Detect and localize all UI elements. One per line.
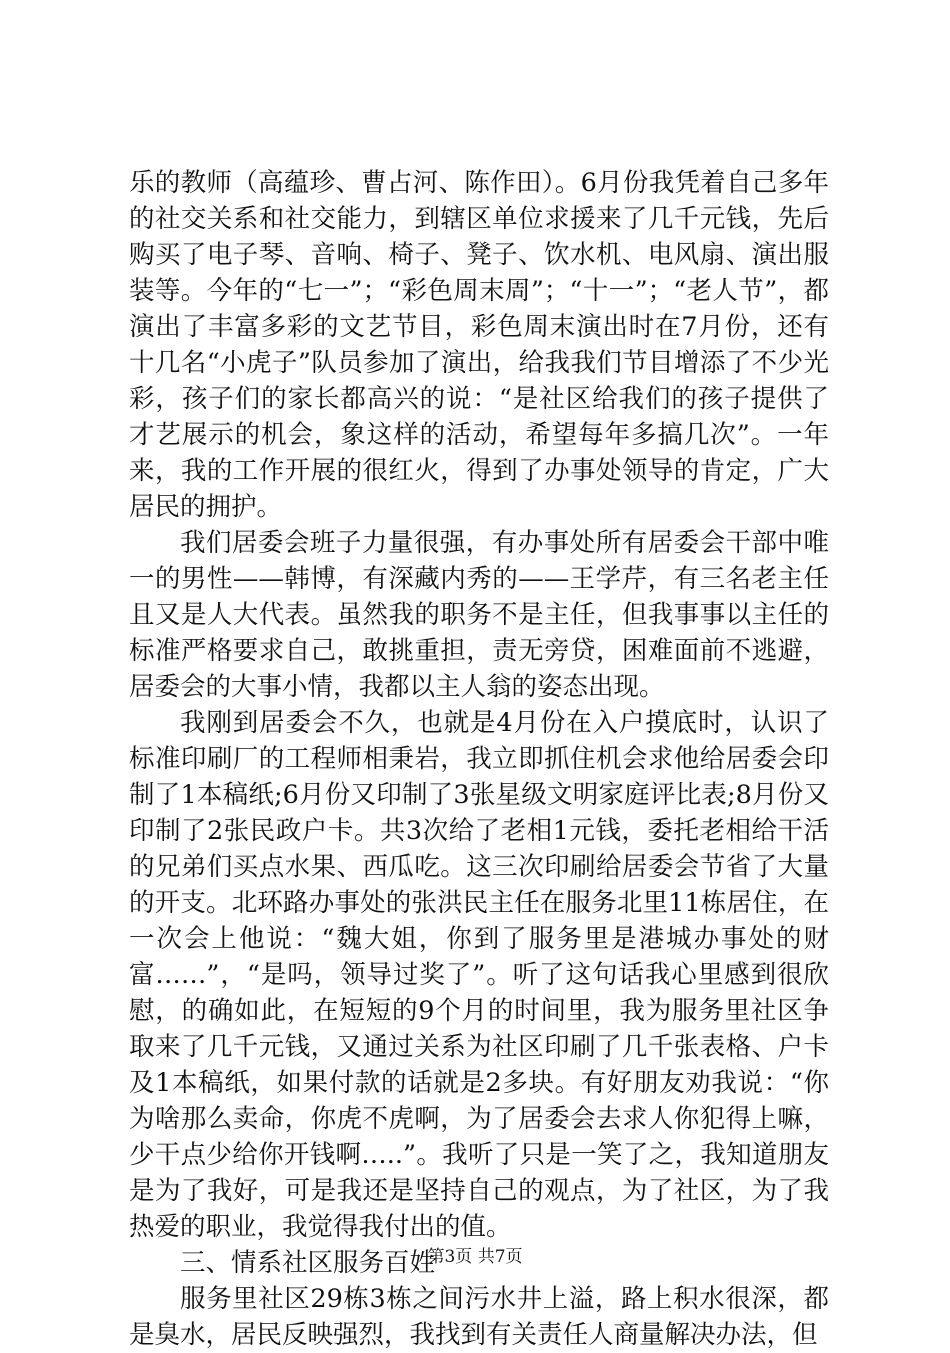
paragraph-1: 乐的教师（高蕴珍、曹占河、陈作田）。6月份我凭着自己多年的社交关系和社交能力，到辖区单位求援来了几千元钱，先后购买了电子琴、音响、椅子、凳子、饮水机、电风扇、演出服装等。今年的“七一”；“彩色周末周”；“十一”；“老人节”，都演出了丰富多彩的文艺节目，彩色周末演出时在7月份，还有十几名“小虎子”队员参加了演出，给我我们节目增添了不少光彩，孩子们的家长都高兴的说：“是社区给我们的孩子提供了才艺展示的机会，象这样的活动，希望每年多搞几次”。一年来，我的工作开展的很红火，得到了办事处领导的肯定，广大居民的拥护。 xyxy=(129,168,829,522)
section-heading: 三、情系社区服务百姓 xyxy=(180,1248,436,1278)
paragraph-2: 我们居委会班子力量很强，有办事处所有居委会干部中唯一的男性——韩博，有深藏内秀的——王学芹，有三名老主任且又是人大代表。虽然我的职务不是主任，但我事事以主任的标准严格要求自己，敢挑重担，责无旁贷，困难面前不逃避，居委会的大事小情，我都以主人翁的姿态出现。 xyxy=(129,528,829,702)
paragraph-4: 服务里社区29栋3栋之间污水井上溢，路上积水很深，都是臭水，居民反映强烈，我找到有关责任人商量解决办法，但 xyxy=(129,1284,829,1350)
paragraph-3: 我刚到居委会不久，也就是4月份在入户摸底时，认识了标准印刷厂的工程师相秉岩，我立即抓住机会求他给居委会印制了1本稿纸;6月份又印制了3张星级文明家庭评比表;8月份又印制了2张民政户卡。共3次给了老相1元钱，委托老相给干活的兄弟们买点水果、西瓜吃。这三次印刷给居委会节省了大量的开支。北环路办事处的张洪民主任在服务北里11栋居住，在一次会上他说：“魏大姐，你到了服务里是港城办事处的财富……”，“是吗，领导过奖了”。听了这句话我心里感到很欣慰，的确如此，在短短的9个月的时间里，我为服务里社区争取来了几千元钱，又通过关系为社区印刷了几千张表格、户卡及1本稿纸，如果付款的话就是2多块。有好朋友劝我说：“你为啥那么卖命，你虎不虎啊，为了居委会去求人你犯得上嘛，少干点少给你开钱啊…..”。我听了只是一笑了之，我知道朋友是为了我好，可是我还是坚持自己的观点，为了社区，为了我热爱的职业，我觉得我付出的值。 xyxy=(129,708,829,1242)
document-body xyxy=(129,165,829,1353)
page-number-footer: 第3页 共7页 xyxy=(427,1247,523,1267)
